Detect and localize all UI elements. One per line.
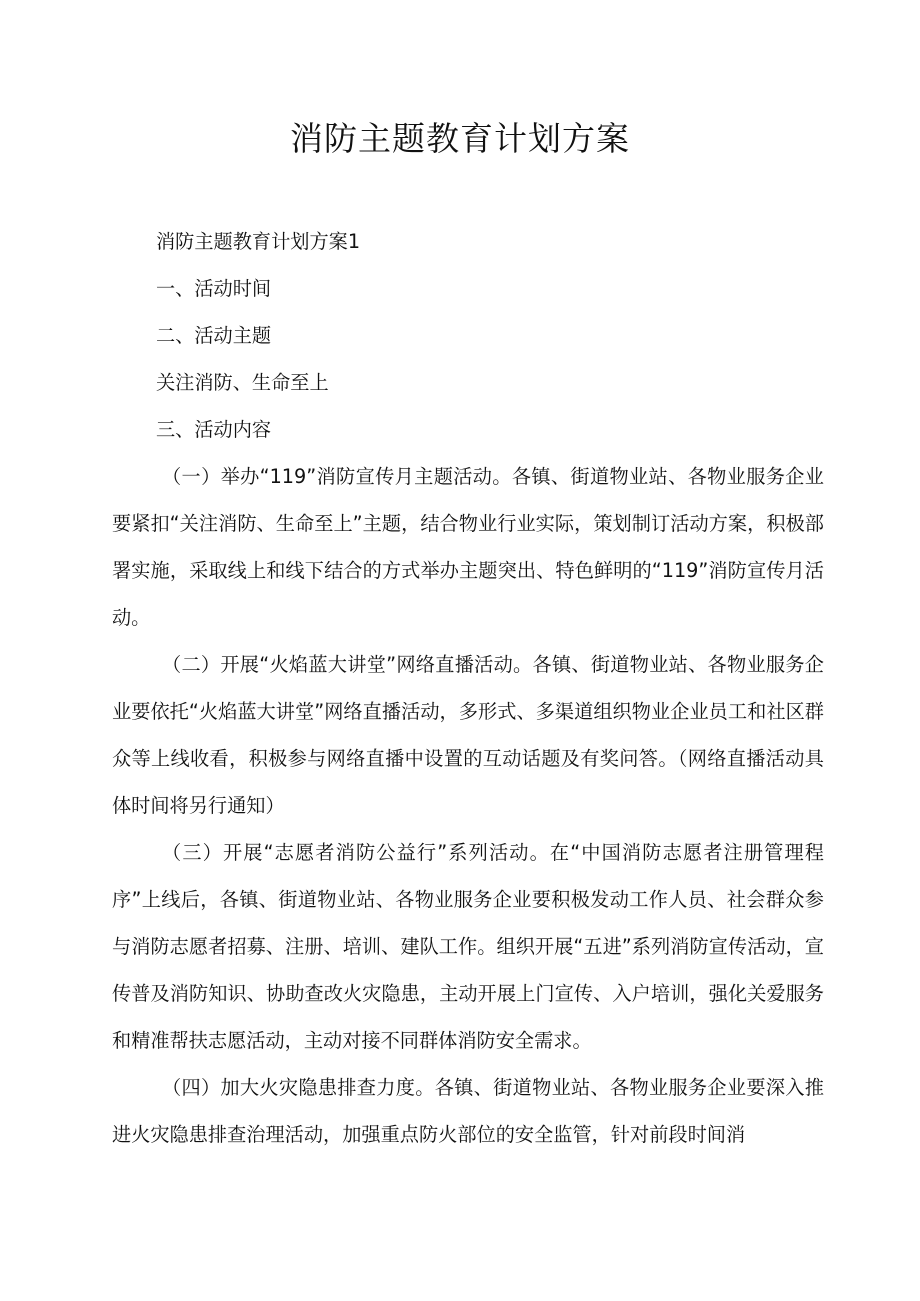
body-paragraph: （一）举办“119”消防宣传月主题活动。各镇、街道物业站、各物业服务企业要紧扣“关注消防、生命至上”主题，结合物业行业实际，策划制订活动方案，积极部署实施，采取线上和线下结合的方式举办主题突出、特色鲜明的“119”消防宣传月活动。	[112, 465, 824, 629]
body-paragraph: （三）开展“志愿者消防公益行”系列活动。在“中国消防志愿者注册管理程序”上线后，各镇、街道物业站、各物业服务企业要积极发动工作人员、社会群众参与消防志愿者招募、注册、培训、建队工作。组织开展“五进”系列消防宣传活动，宣传普及消防知识、协助查改火灾隐患，主动开展上门宣传、入户培训，强化关爱服务和精准帮扶志愿活动，主动对接不同群体消防安全需求。	[112, 841, 824, 1052]
body-paragraph: （二）开展“火焰蓝大讲堂”网络直播活动。各镇、街道物业站、各物业服务企业要依托“火焰蓝大讲堂”网络直播活动，多形式、多渠道组织物业企业员工和社区群众等上线收看，积极参与网络直播中设置的互动话题及有奖问答。（网络直播活动具体时间将另行通知）	[112, 653, 824, 817]
document-title: 消防主题教育计划方案	[290, 119, 630, 158]
section-heading: 一、活动时间	[156, 277, 272, 300]
body-paragraph: （四）加大火灾隐患排查力度。各镇、街道物业站、各物业服务企业要深入推进火灾隐患排查治理活动，加强重点防火部位的安全监管，针对前段时间消	[112, 1076, 824, 1146]
section-heading: 二、活动主题	[156, 324, 272, 347]
section-heading: 三、活动内容	[156, 418, 272, 441]
section-heading: 消防主题教育计划方案1	[156, 230, 361, 253]
document-body	[112, 218, 824, 1158]
theme-text: 关注消防、生命至上	[156, 371, 329, 394]
